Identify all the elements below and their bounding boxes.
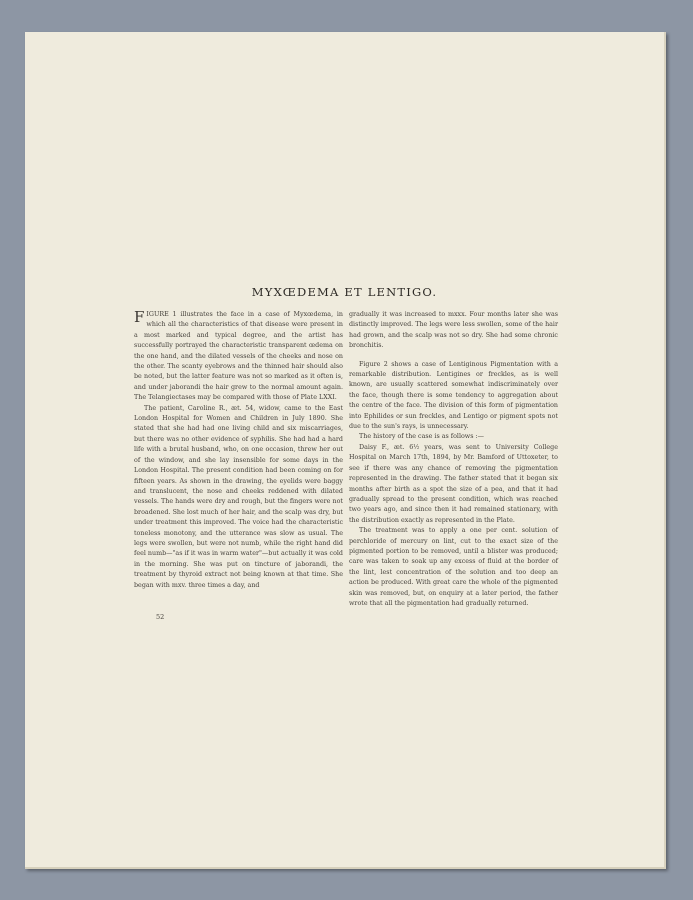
drop-cap: F <box>134 308 145 326</box>
paragraph-continuation: gradually it was increased to mxxx. Four months later she was distinctly improved. The legs were less swollen, some of the hair had grown, and the scalp was not so dry. She had some chronic bronchitis. <box>349 311 558 350</box>
paragraph-figure-2: Figure 2 shows a case of Lentiginous Pigmentation with a remarkable distribution. Lentigines or freckles, as is well known, are usually scattered somewhat indiscriminately over the face, though there is some tendency to aggregation about the centre of the face. The division of this form of pigmentation into Ephilides or sun freckles, and Lentigo or pigment spots not due to the sun's rays, is unnecessary. <box>349 360 558 431</box>
paragraph-patient-history: The patient, Caroline R., æt. 54, widow, came to the East London Hospital for Women and Children in July 1890. She stated that she had had one living child and six miscarriages, but there was no other evidence of syphilis. She had had a hard life with a brutal husband, who, on one occasion, threw her out of the window, and she lay insensible for some days in the London Hospital. The present condition had been coming on for fifteen years. As shown in the drawing, the eyelids were baggy and translucent, the nose and cheeks reddened with dilated vessels. The hands were dry and rough, but the fingers were not broadened. She lost much of her hair, and the scalp was dry, but under treatment this improved. The voice had the characteristic toneless monotony, and the utterance was slow as usual. The legs were swollen, but were not numb, while the right hand did feel numb—"as if it was in warm water"—but actually it was cold in the morning. She was put on tincture of jaborandi, the treatment by thyroid extract not being known at that time. She began with mxv. three times a day, and <box>134 404 343 589</box>
paragraph-history-intro: The history of the case is as follows :— <box>359 433 484 441</box>
paragraph-treatment: The treatment was to apply a one per cent. solution of perchloride of mercury on lint, cut to the exact size of the pigmented portion to be removed, until a blister was produced; care was taken to soak up any excess of fluid at the border of the lint, lest concentration of the solution and too deep an action be produced. With great care the whole of the pigmented skin was removed, but, on enquiry at a later period, the father wrote that all the pigmentation had gradually returned. <box>349 527 558 607</box>
page-title: MYXŒDEMA ET LENTIGO. <box>251 285 438 299</box>
book-page <box>25 32 666 869</box>
left-column <box>134 310 343 591</box>
paragraph-figure-1-text: IGURE 1 illustrates the face in a case of Myxœdema, in which all the characteristics of that disease were present in a most marked and typical degree, and the artist has successfully portrayed the characteristic transparent œdema on the one hand, and the dilated vessels of the cheeks and nose on the other. The scanty eyebrows and the thinned hair should also be noted, but the latter feature was not so marked as it often is, and under jaborandi the hair grew to the normal amount again. The Telangiectases may be compared with those of Plate LXXI. <box>134 311 343 402</box>
paragraph-case-history: Daisy F., æt. 6½ years, was sent to University College Hospital on March 17th, 1894, by Mr. Bamford of Uttoxeter, to see if there was any chance of removing the pigmentation represented in the drawing. The father stated that it began six months after birth as a spot the size of a pea, and that it had gradually spread to the present condition, which was reached two years ago, and since then it had remained stationary, with the distribution exactly as represented in the Plate. <box>349 443 558 524</box>
paragraph-figure-1 <box>134 310 343 404</box>
page-number: 52 <box>156 613 165 621</box>
right-column <box>349 310 558 609</box>
